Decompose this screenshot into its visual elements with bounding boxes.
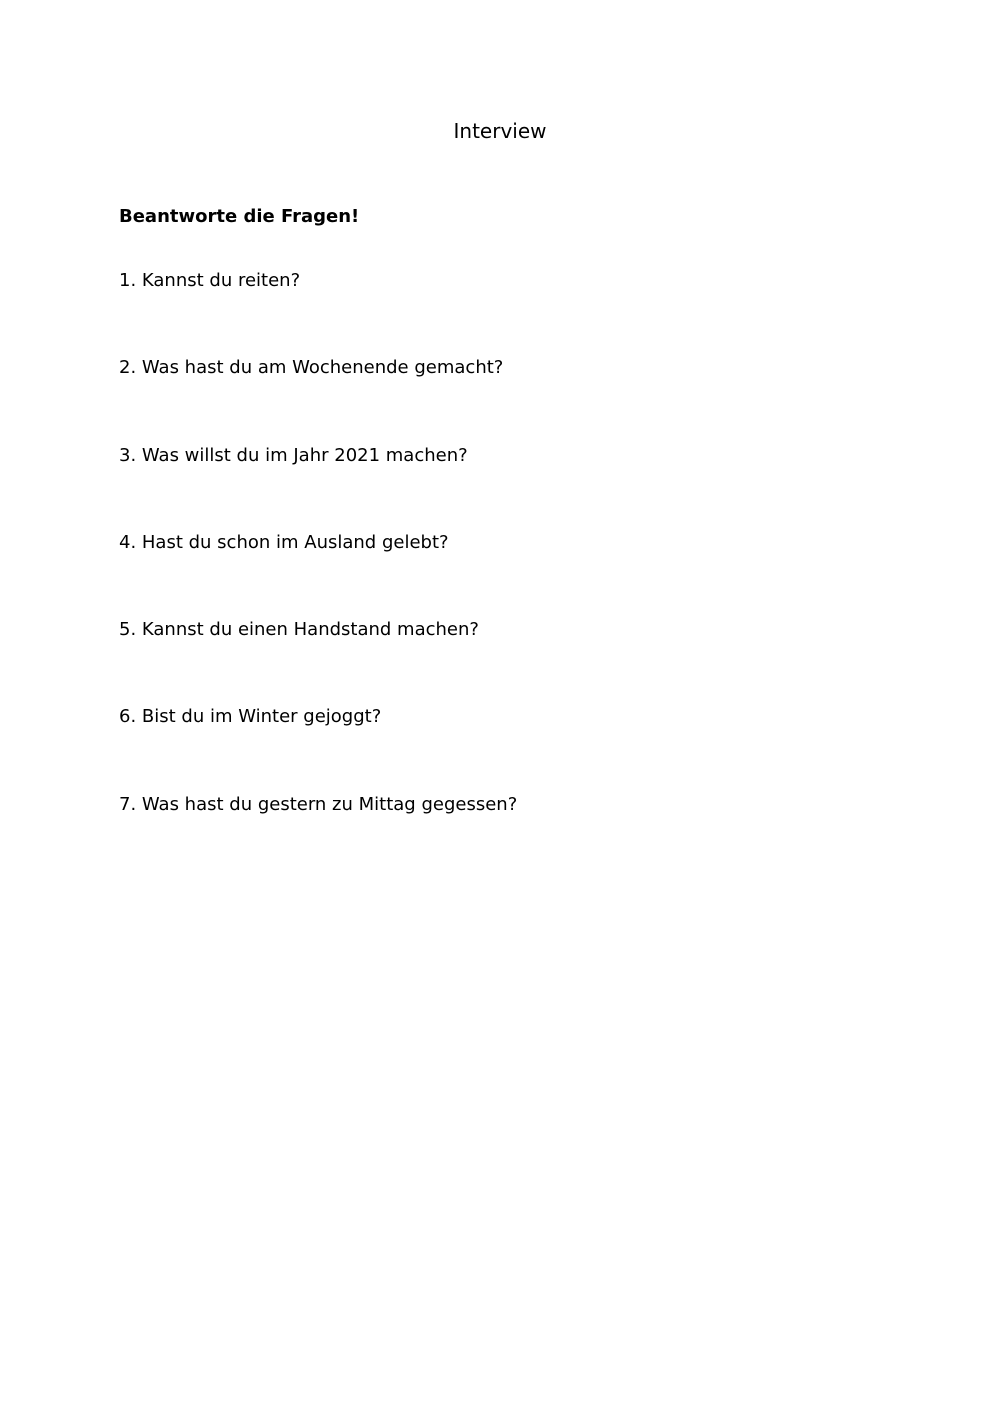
question-item: 4. Hast du schon im Ausland gelebt? (119, 531, 449, 553)
question-item: 6. Bist du im Winter gejoggt? (119, 706, 382, 728)
question-item: 7. Was hast du gestern zu Mittag gegessen? (119, 793, 518, 815)
instruction-heading: Beantworte die Fragen! (119, 206, 360, 227)
question-item: 2. Was hast du am Wochenende gemacht? (119, 357, 504, 379)
page-title: Interview (453, 119, 547, 143)
question-item: 1. Kannst du reiten? (119, 270, 301, 291)
question-item: 5. Kannst du einen Handstand machen? (119, 619, 479, 641)
question-item: 3. Was willst du im Jahr 2021 machen? (119, 444, 468, 466)
question-list (119, 269, 517, 880)
